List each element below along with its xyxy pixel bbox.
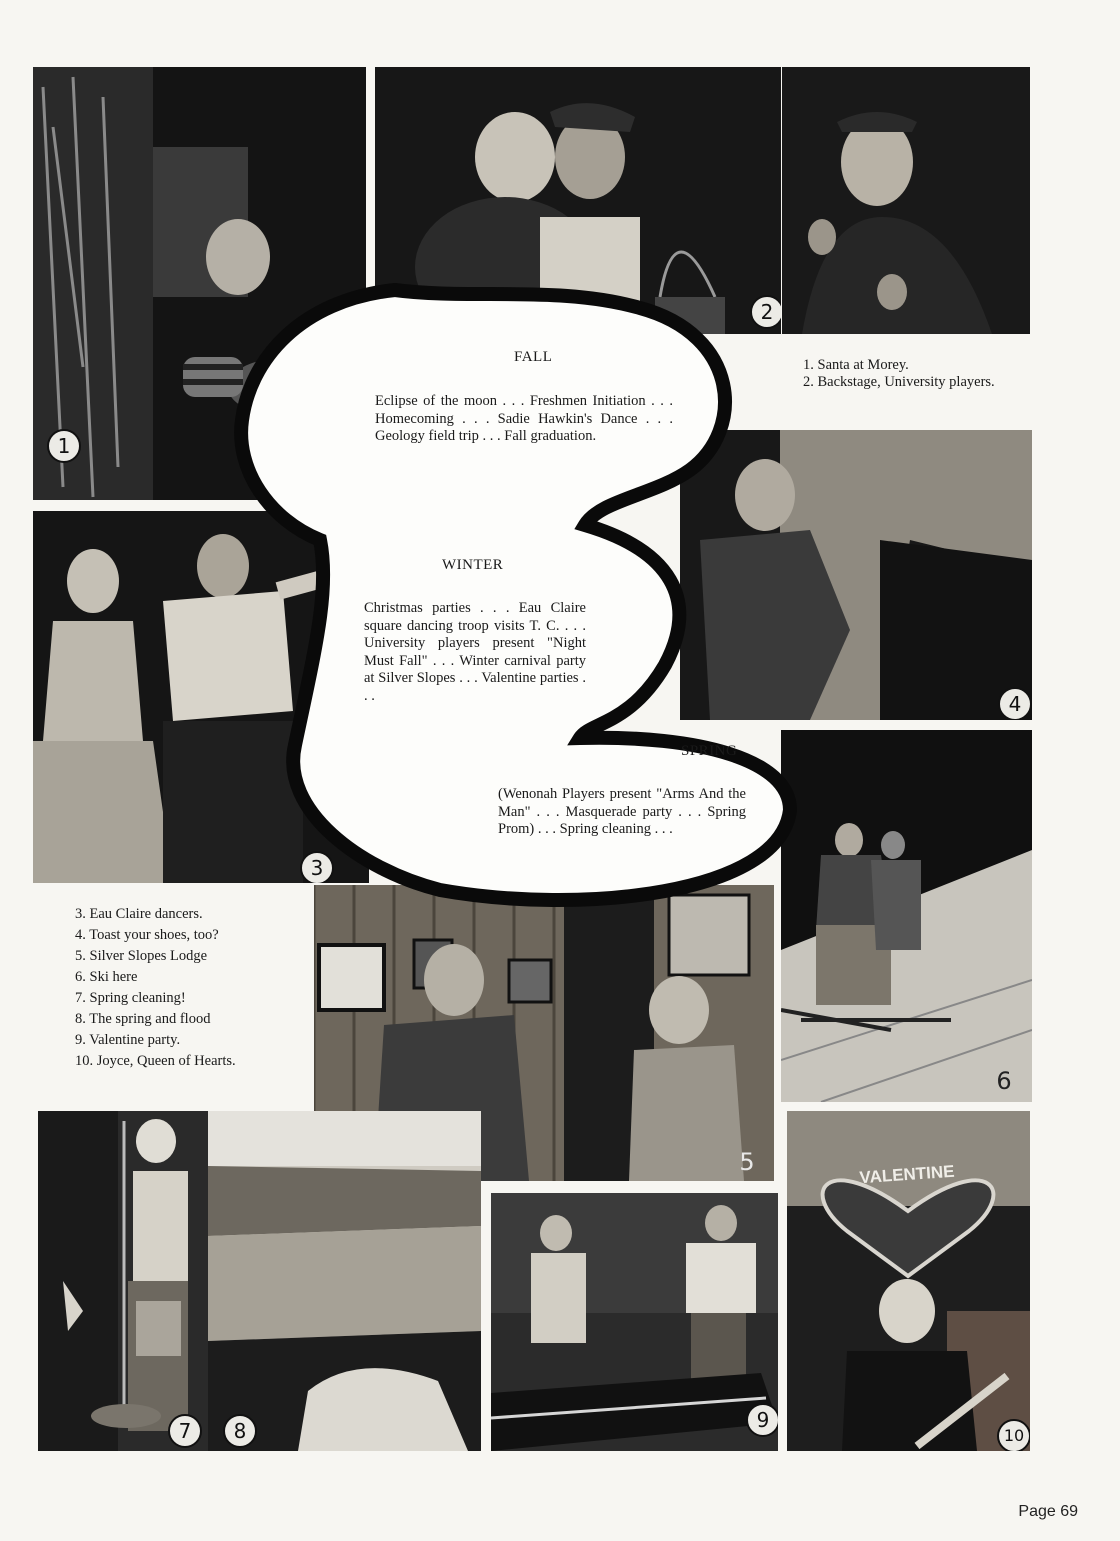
- spring-text: (Wenonah Players present "Arms And the Man" . . . Masquerade party . . . Spring Prom) . . . Spring cleaning . . .: [498, 786, 746, 837]
- photo-number-3: 3: [300, 851, 334, 883]
- caption-1: 1. Santa at Morey.: [803, 357, 909, 373]
- caption-8: 8. The spring and flood: [75, 1011, 211, 1027]
- fall-text: Eclipse of the moon . . . Freshmen Initiation . . . Homecoming . . . Sadie Hawkin's Dance . . . Geology field trip . . . Fall graduation.: [375, 393, 673, 444]
- caption-4: 4. Toast your shoes, too?: [75, 927, 219, 943]
- photo-number-9: 9: [746, 1403, 778, 1437]
- caption-6: 6. Ski here: [75, 969, 138, 985]
- caption-5: 5. Silver Slopes Lodge: [75, 948, 208, 964]
- winter-text: Christmas parties . . . Eau Claire square dancing troop visits T. C. . . . University players present "Night Must Fall" . . . Winter carnival party at Silver Slopes . . . Valentine parties . . .: [364, 600, 586, 704]
- photo-number-2: 2: [750, 295, 781, 329]
- caption-7: 7. Spring cleaning!: [75, 990, 186, 1006]
- photo-number-10: 10: [997, 1419, 1030, 1451]
- spring-title: SPRING: [681, 743, 738, 759]
- photo-number-8: 8: [223, 1414, 257, 1448]
- photo-number-5: 5: [739, 1148, 755, 1176]
- captions-top: [803, 357, 995, 391]
- captions-bottom: [75, 904, 236, 1072]
- fall-title: FALL: [514, 349, 553, 365]
- photo-number-6: 6: [996, 1067, 1012, 1095]
- valentine-sign: VALENTINE: [858, 1161, 956, 1188]
- caption-2: 2. Backstage, University players.: [803, 374, 995, 390]
- page-number: Page 69: [1018, 1503, 1078, 1520]
- caption-3: 3. Eau Claire dancers.: [75, 906, 203, 922]
- caption-9: 9. Valentine party.: [75, 1032, 181, 1048]
- photo-number-7: 7: [168, 1414, 202, 1448]
- caption-10: 10. Joyce, Queen of Hearts.: [75, 1053, 236, 1069]
- winter-title: WINTER: [442, 557, 504, 573]
- photo-number-4: 4: [998, 687, 1032, 720]
- photo-number-1: 1: [47, 429, 81, 463]
